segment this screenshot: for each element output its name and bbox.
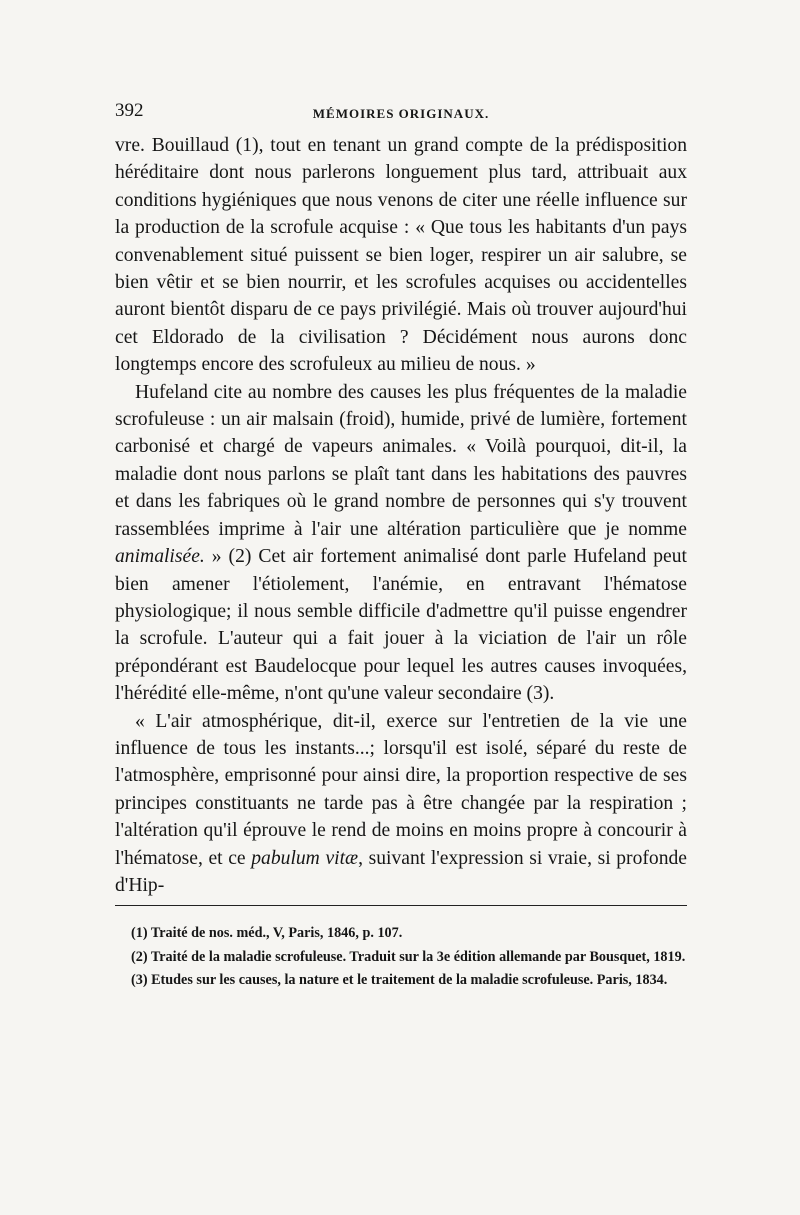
book-page bbox=[115, 96, 687, 1156]
paragraph-2-text-end: » (2) Cet air fortement animalisé dont parle Hufeland peut bien amener l'étiolement, l'anémie, en entravant l'hématose physiologique; il nous semble difficile d'admettre qu'il puisse engendrer la scrofule. L'auteur qui a fait jouer à la viciation de l'air un rôle prépondérant est Baudelocque pour lequel les autres causes invoquées, l'hérédité elle-même, n'ont qu'une valeur secondaire (3). bbox=[115, 546, 687, 705]
footnote-rule bbox=[115, 905, 687, 906]
body-text bbox=[115, 132, 687, 899]
running-title: MÉMOIRES ORIGINAUX. bbox=[312, 106, 490, 121]
running-head bbox=[115, 96, 687, 132]
paragraph-3-text-start: « L'air atmosphérique, dit-il, exerce sur l'entretien de la vie une influence de tous les instants...; lorsqu'il est isolé, séparé du reste de l'atmosphère, emprisonné pour ainsi dire, la proportion respective de ses principes constituants ne tarde pas à être changée par la respiration ; l'altération qu'il éprouve le rend de moins en moins propre à concourir à l'hématose, et ce bbox=[115, 710, 687, 869]
italic-term-animalisee: animalisée. bbox=[115, 546, 205, 568]
italic-term-pabulum-vitae: pabulum vitæ bbox=[251, 847, 359, 869]
paragraph-3 bbox=[115, 708, 687, 900]
footnote-2: (2) Traité de la maladie scrofuleuse. Traduit sur la 3e édition allemande par Bousquet, 1819. bbox=[131, 948, 686, 965]
paragraph-2-text-start: Hufeland cite au nombre des causes les plus fréquentes de la maladie scrofuleuse : un air malsain (froid), humide, privé de lumière, fortement carbonisé et chargé de vapeurs animales. « Voilà pourquoi, dit-il, la maladie dont nous parlons se plaît tant dans les habitations des pauvres et dans les fabriques où le grand nombre de personnes qui s'y trouvent rassemblées imprime à l'air une altération particulière que je nomme bbox=[115, 381, 687, 540]
footnote-1: (1) Traité de nos. méd., V, Paris, 1846, p. 107. bbox=[131, 925, 403, 942]
paragraph-1: vre. Bouillaud (1), tout en tenant un grand compte de la prédisposition héréditaire dont nous parlerons longuement plus tard, attribuait aux conditions hygiéniques que nous venons de citer une réelle influence sur la production de la scrofule acquise : « Que tous les habitants d'un pays convenablement situé puissent se bien loger, respirer un air salubre, se bien vêtir et se bien nourrir, et les scrofules acquises ou accidentelles auront bientôt disparu de ce pays privilégié. Mais où trouver aujourd'hui cet Eldorado de la civilisation ? Décidément nous aurons donc longtemps encore des scrofuleux au milieu de nous. » bbox=[115, 135, 687, 376]
paragraph-3-text-end: , suivant l'expression si vraie, si profonde d'Hip- bbox=[115, 847, 687, 896]
paragraph-2 bbox=[115, 379, 687, 708]
page-number: 392 bbox=[115, 100, 144, 121]
footnote-3: (3) Etudes sur les causes, la nature et le traitement de la maladie scrofuleuse. Paris, 1834. bbox=[131, 972, 668, 989]
footnotes bbox=[115, 922, 687, 993]
